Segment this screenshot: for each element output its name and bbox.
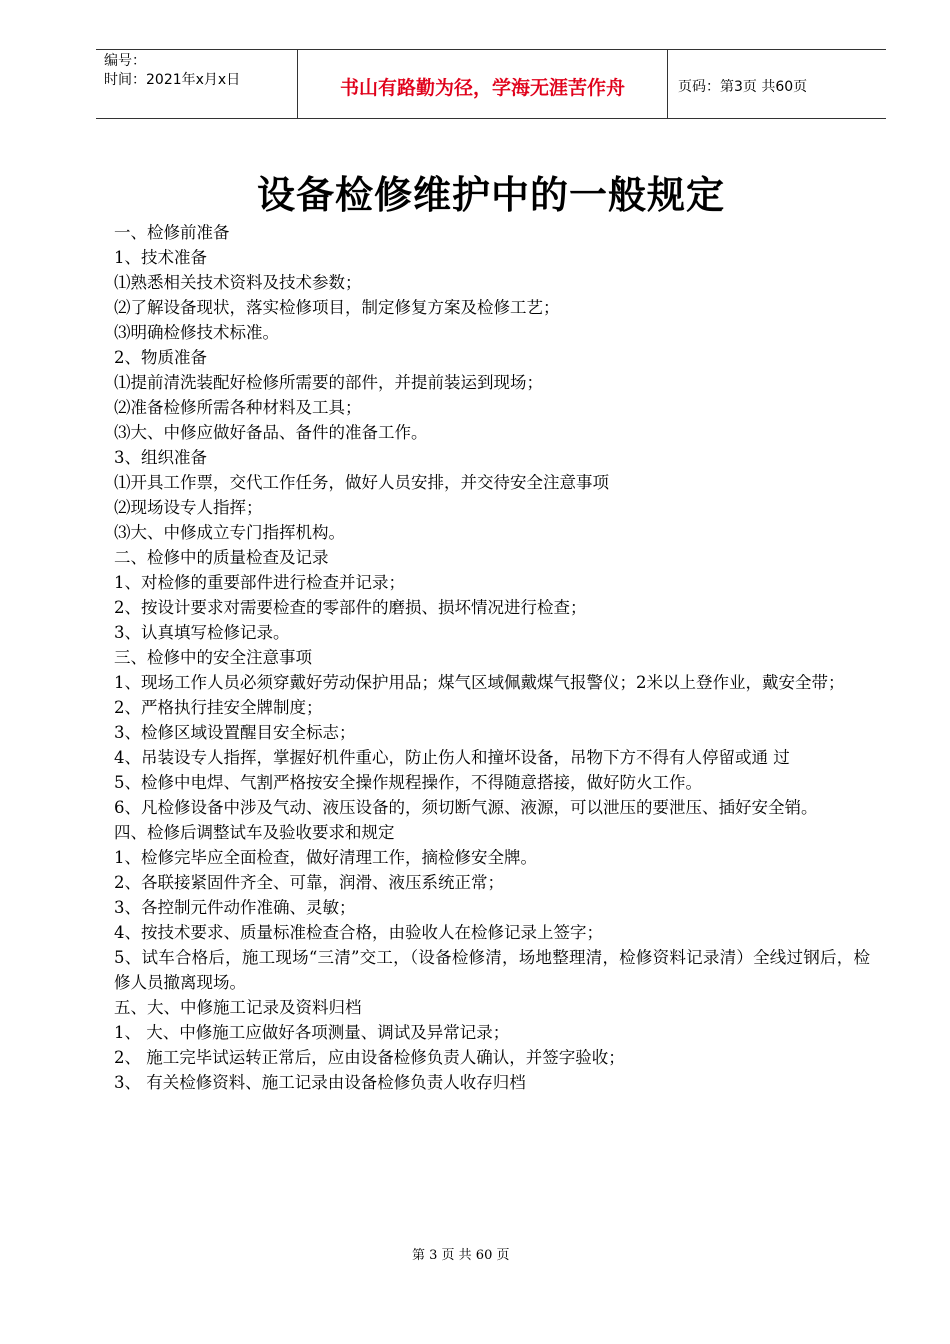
subsection-heading: 3、组织准备 (114, 448, 207, 467)
list-item: 3、各控制元件动作准确、灵敏； (114, 898, 356, 917)
list-item: 4、按技术要求、质量标准检查合格，由验收人在检修记录上签字； (114, 923, 603, 942)
section-heading: 一、检修前准备 (114, 223, 230, 242)
list-item: ⑶大、中修应做好备品、备件的准备工作。 (114, 423, 428, 442)
document-body (114, 220, 870, 1095)
subsection-heading: 1、技术准备 (114, 248, 207, 267)
section-heading: 二、检修中的质量检查及记录 (114, 548, 329, 567)
document-title: 设备检修维护中的一般规定 (256, 173, 725, 217)
list-item: ⑶明确检修技术标准。 (114, 323, 279, 342)
list-item: ⑵现场设专人指挥； (114, 498, 263, 517)
list-item: ⑵准备检修所需各种材料及工具； (114, 398, 362, 417)
list-item: 1、对检修的重要部件进行检查并记录； (114, 573, 405, 592)
list-item: 2、 施工完毕试运转正常后，应由设备检修负责人确认，并签字验收； (114, 1048, 625, 1067)
list-item: 5、试车合格后，施工现场“三清”交工，（设备检修清，场地整理清，检修资料记录清）全线过钢后，检修人员撤离现场。 (114, 948, 870, 992)
list-item: ⑴提前清洗装配好检修所需要的部件，并提前装运到现场； (114, 373, 543, 392)
list-item: 5、检修中电焊、气割严格按安全操作规程操作，不得随意搭接，做好防火工作。 (114, 773, 702, 792)
section-heading: 五、大、中修施工记录及资料归档 (114, 998, 362, 1017)
header-page-info: 页码：第3页 共60页 (678, 79, 808, 95)
section-heading: 三、检修中的安全注意事项 (114, 648, 312, 667)
list-item: 2、严格执行挂安全牌制度； (114, 698, 323, 717)
list-item: 1、现场工作人员必须穿戴好劳动保护用品；煤气区域佩戴煤气报警仪；2米以上登作业，戴安全带； (114, 673, 845, 692)
list-item: 6、凡检修设备中涉及气动、液压设备的，须切断气源、液源，可以泄压的要泄压、插好安全销。 (114, 798, 818, 817)
header-meta (96, 50, 298, 118)
list-item: ⑴开具工作票，交代工作任务，做好人员安排，并交待安全注意事项 (114, 473, 609, 492)
list-item: 4、吊装设专人指挥，掌握好机件重心，防止伤人和撞坏设备，吊物下方不得有人停留或通 过 (114, 748, 790, 767)
list-item: 2、按设计要求对需要检查的零部件的磨损、损坏情况进行检查； (114, 598, 587, 617)
section-heading: 四、检修后调整试车及验收要求和规定 (114, 823, 395, 842)
document-time-label: 时间：2021年x月x日 (104, 72, 241, 88)
list-item: 1、 大、中修施工应做好各项测量、调试及异常记录； (114, 1023, 510, 1042)
list-item: 1、检修完毕应全面检查，做好清理工作，摘检修安全牌。 (114, 848, 537, 867)
list-item: ⑵了解设备现状，落实检修项目，制定修复方案及检修工艺； (114, 298, 560, 317)
list-item: ⑶大、中修成立专门指挥机构。 (114, 523, 345, 542)
list-item: 3、检修区域设置醒目安全标志； (114, 723, 356, 742)
list-item: 3、认真填写检修记录。 (114, 623, 290, 642)
page-footer: 第 3 页 共 60 页 (412, 1248, 510, 1263)
header-motto: 书山有路勤为径，学海无涯苦作舟 (298, 50, 668, 118)
document-number-label: 编号： (104, 53, 146, 69)
list-item: ⑴熟悉相关技术资料及技术参数； (114, 273, 362, 292)
list-item: 3、 有关检修资料、施工记录由设备检修负责人收存归档 (114, 1073, 526, 1092)
subsection-heading: 2、物质准备 (114, 348, 207, 367)
page-header (96, 49, 886, 119)
list-item: 2、各联接紧固件齐全、可靠，润滑、液压系统正常； (114, 873, 504, 892)
